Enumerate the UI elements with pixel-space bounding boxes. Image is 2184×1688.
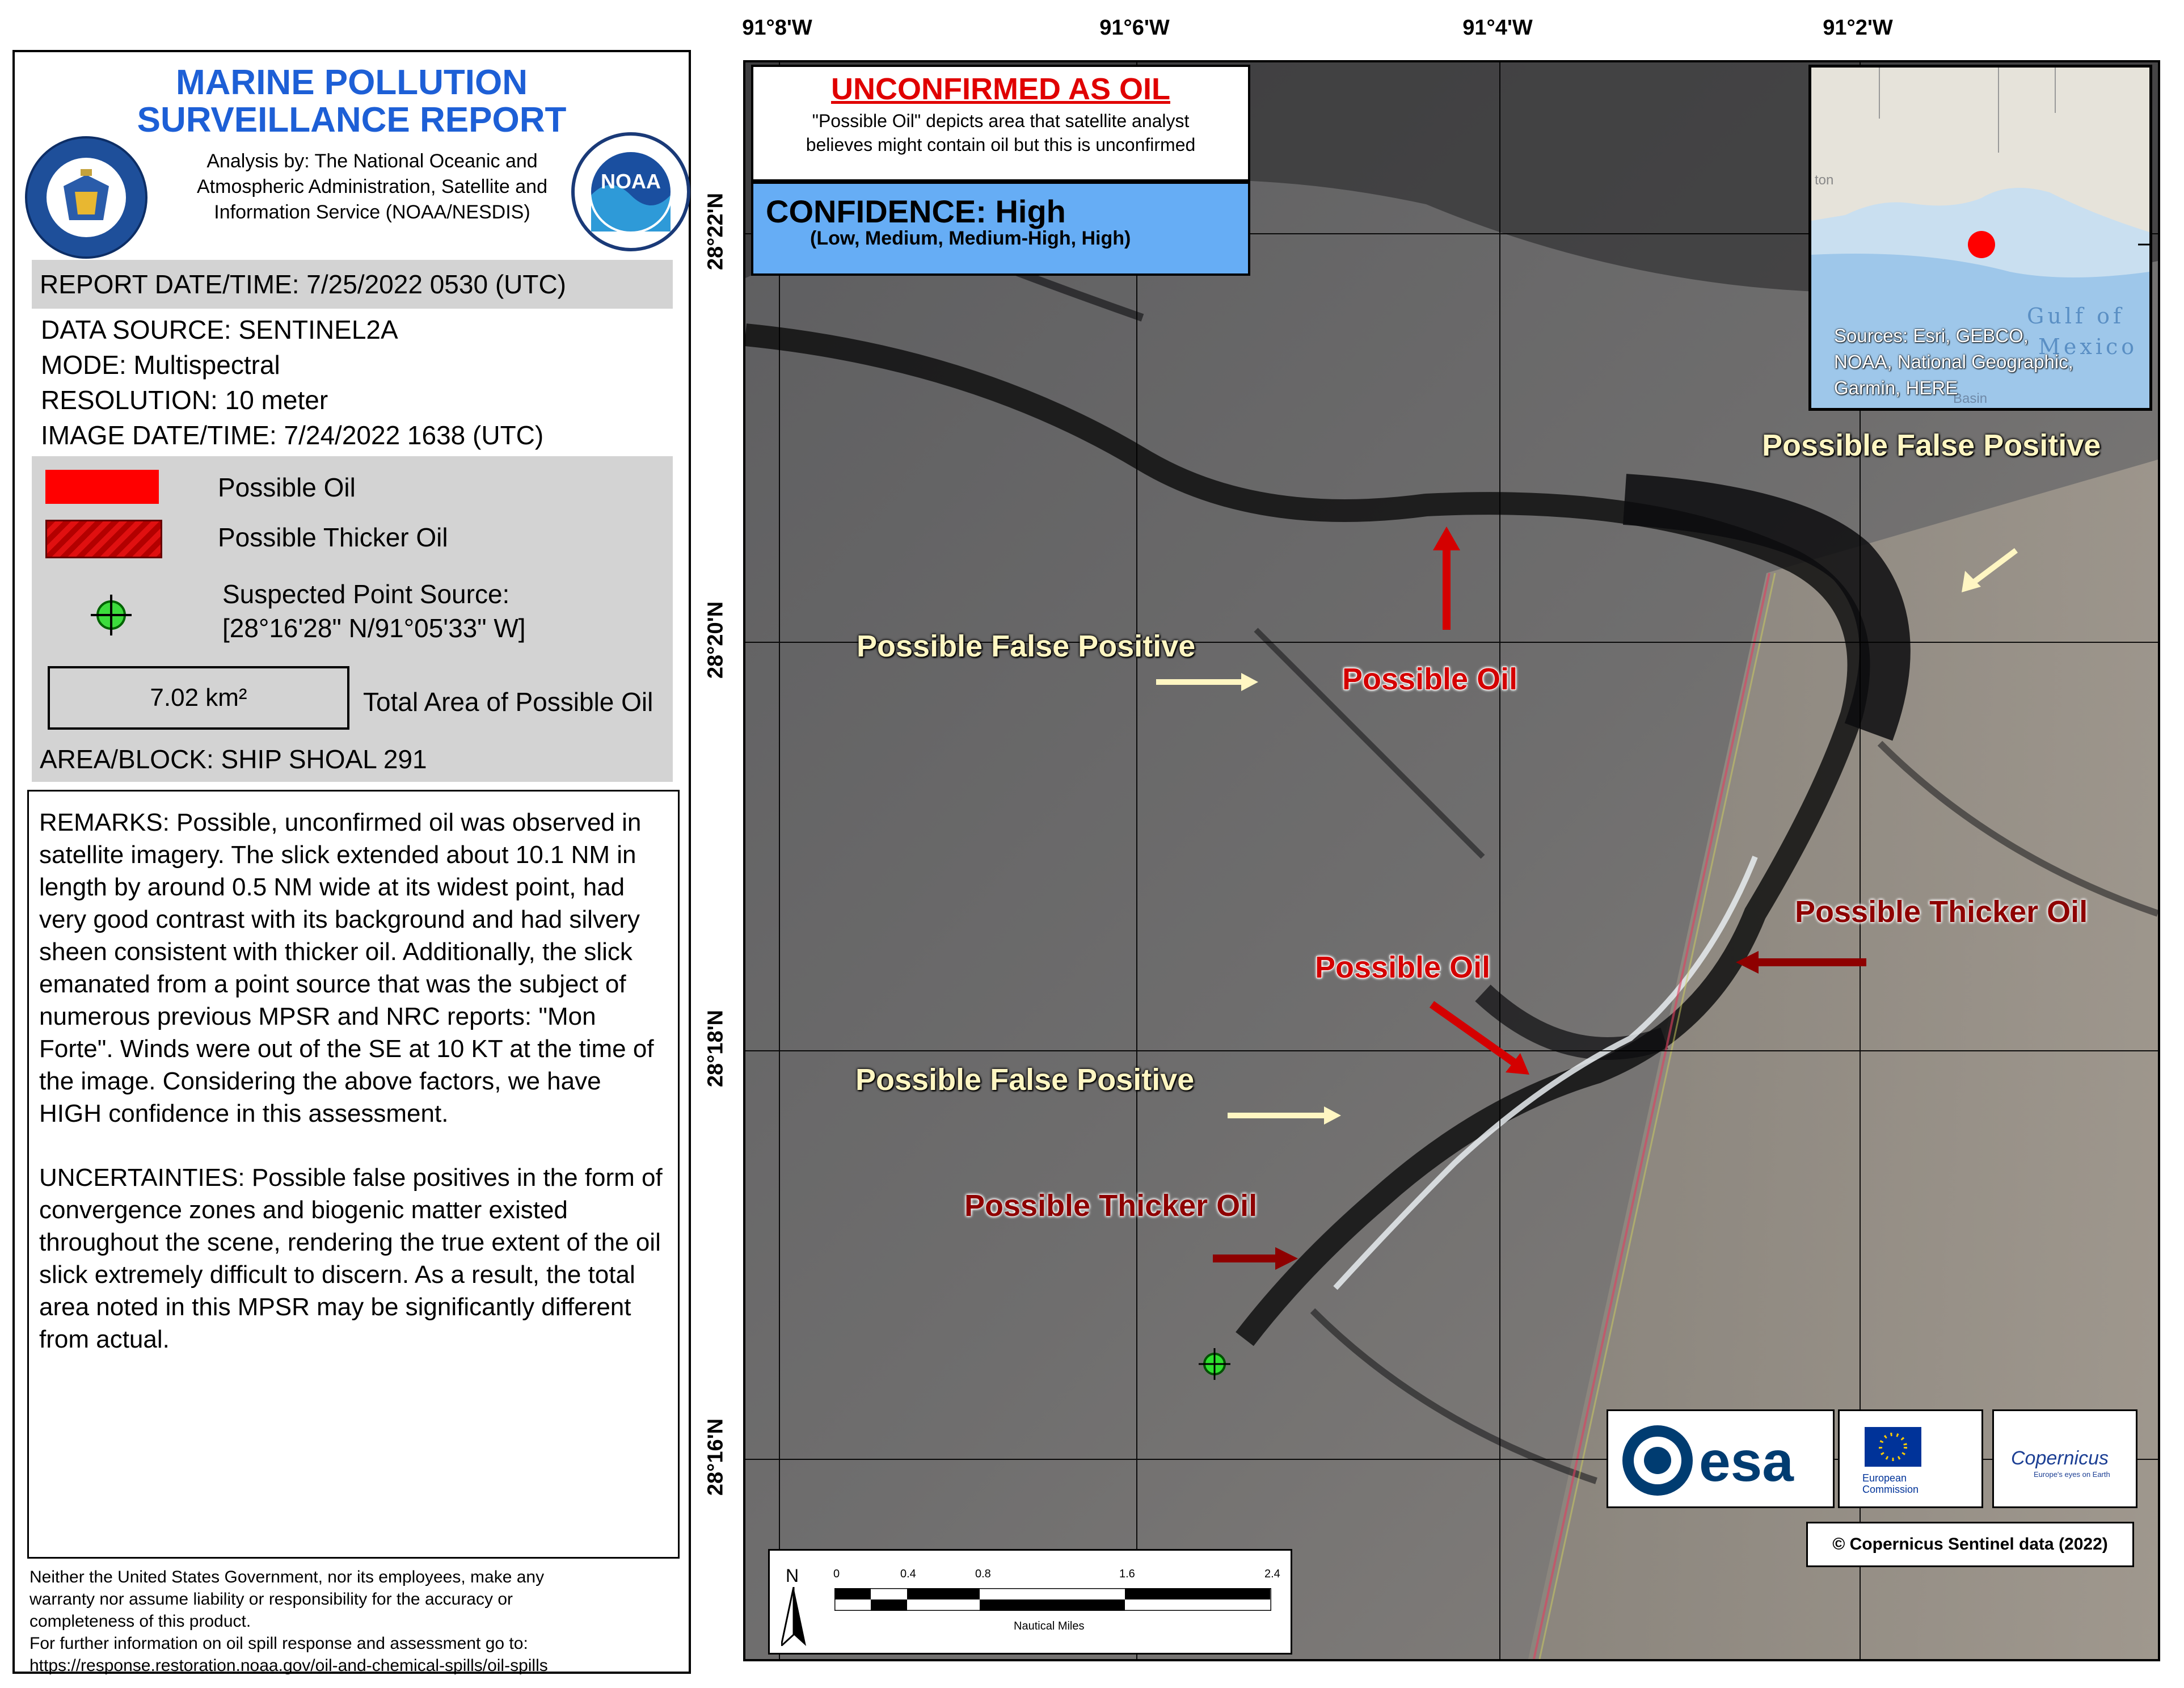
inset-sources-line-1: Sources: Esri, GEBCO,: [1834, 325, 2029, 346]
scale-tick-0: 0: [833, 1568, 840, 1580]
lon-label-4: 91°2'W: [1823, 16, 1893, 40]
disclaimer-line-1: Neither the United States Government, nor its employees, make any: [29, 1568, 545, 1586]
scale-units: Nautical Miles: [1014, 1620, 1085, 1632]
label-false-positive-south: Possible False Positive: [855, 1063, 1195, 1097]
remarks-text: REMARKS: Possible, unconfirmed oil was observed in satellite imagery. The slick extended about 10.1 NM in length by around 0.5 NM wide at its widest point, had very good contrast with its background and had silvery sheen consistent with thicker oil. Additionally, the slick emanated from a point source that was the subject of numerous previous MPSR and NRC reports: "Mon Forte". Winds were out of the SE at 10 KT at the time of the image. Considering the above factors, we have HIGH confidence in this assessment.: [39, 809, 654, 1127]
inset-gulf-line1: Gulf of: [2027, 304, 2125, 329]
analysis-line-3: Information Service (NOAA/NESDIS): [214, 201, 530, 223]
inset-sources: [1834, 323, 2073, 401]
report-title-line1: MARINE POLLUTION: [176, 63, 528, 102]
disclaimer-line-2: warranty nor assume liability or responsibility for the accuracy or: [29, 1590, 513, 1609]
copernicus-text: Copernicus: [2011, 1447, 2109, 1469]
report-panel: [12, 50, 691, 1674]
north-arrow-icon: [781, 1587, 806, 1646]
report-title-line2: SURVEILLANCE REPORT: [137, 100, 567, 140]
area-block: AREA/BLOCK: SHIP SHOAL 291: [32, 736, 673, 782]
total-area-value: 7.02 km²: [48, 666, 349, 730]
scale-tick-3: 1.6: [1119, 1568, 1135, 1580]
uncertainties-text: UNCERTAINTIES: Possible false positives in the form of convergence zones and biogenic matter existed throughout the scene, rendering the true extent of the oil slick extremely difficult to discern. As a result, the total area noted in this MPSR may be significantly different from actual.: [39, 1164, 663, 1353]
legend-possible-thicker-oil: Possible Thicker Oil: [218, 523, 448, 552]
lat-label-1: 28°22'N: [703, 192, 728, 271]
lat-label-2: 28°20'N: [703, 601, 728, 679]
label-thicker-oil-east: Possible Thicker Oil: [1795, 895, 2088, 929]
inset-city-fragment: ton: [1815, 172, 1834, 188]
label-possible-oil-north: Possible Oil: [1342, 662, 1518, 696]
remarks-box: [27, 790, 680, 1559]
european-commission-logo: [1838, 1409, 1983, 1508]
scale-bar: [768, 1549, 1292, 1655]
disclaimer-line-5[interactable]: https://response.restoration.noaa.gov/oil-and-chemical-spills/oil-spills: [29, 1656, 548, 1675]
point-source-marker-icon: [88, 592, 134, 638]
possible-oil-swatch: [45, 470, 159, 504]
lat-label-4: 28°16'N: [703, 1418, 728, 1496]
legend-box: [32, 456, 673, 780]
inset-basin-fragment: Basin: [1953, 391, 1988, 406]
report-datetime: REPORT DATE/TIME: 7/25/2022 0530 (UTC): [32, 260, 673, 309]
lon-label-1: 91°8'W: [742, 16, 812, 40]
inset-sources-line-2: NOAA, National Geographic,: [1834, 351, 2073, 372]
unconfirmed-line-1: "Possible Oil" depicts area that satellite analyst: [812, 111, 1190, 131]
point-source-label: Suspected Point Source:: [222, 579, 510, 609]
scale-tick-2: 0.8: [975, 1568, 991, 1580]
unconfirmed-line-2: believes might contain oil but this is unconfirmed: [806, 134, 1196, 155]
scale-tick-1: 0.4: [900, 1568, 916, 1580]
disclaimer-line-3: completeness of this product.: [29, 1612, 251, 1631]
scale-tick-4: 2.4: [1264, 1568, 1280, 1580]
scale-bar-graphic: [834, 1588, 1271, 1611]
lat-label-3: 28°18'N: [703, 1009, 728, 1088]
resolution: RESOLUTION: 10 meter: [41, 385, 328, 415]
disclaimer: [29, 1566, 688, 1677]
legend-possible-oil: Possible Oil: [218, 473, 356, 502]
image-datetime: IMAGE DATE/TIME: 7/24/2022 1638 (UTC): [41, 420, 544, 450]
confidence-level: CONFIDENCE: High: [766, 193, 1066, 229]
lon-label-2: 91°6'W: [1099, 16, 1170, 40]
label-false-positive-east: Possible False Positive: [1762, 428, 2101, 462]
disclaimer-line-4: For further information on oil spill response and assessment go to:: [29, 1634, 528, 1653]
unconfirmed-title: UNCONFIRMED AS OIL: [831, 72, 1170, 106]
satellite-map[interactable]: [743, 60, 2160, 1661]
department-of-commerce-seal-icon: [24, 135, 149, 260]
inset-location-dot-icon: [1968, 231, 1995, 258]
inset-sources-line-3: Garmin, HERE: [1834, 377, 1958, 398]
label-false-positive-west: Possible False Positive: [857, 629, 1196, 663]
data-source: DATA SOURCE: SENTINEL2A: [41, 315, 398, 344]
copernicus-tagline: Europe's eyes on Earth: [2034, 1470, 2110, 1479]
eu-flag-icon: [1865, 1427, 1921, 1467]
copernicus-logo: [1992, 1409, 2137, 1508]
label-possible-oil-middle: Possible Oil: [1315, 950, 1491, 984]
copyright-notice: © Copernicus Sentinel data (2022): [1806, 1522, 2134, 1567]
lon-label-3: 91°4'W: [1462, 16, 1533, 40]
svg-text:NOAA: NOAA: [601, 170, 661, 193]
confidence-box: [751, 182, 1250, 276]
mode: MODE: Multispectral: [41, 350, 280, 380]
esa-text: esa: [1699, 1430, 1794, 1493]
total-area-label: Total Area of Possible Oil: [363, 687, 653, 717]
inset-gulf-line2: Mexico: [2038, 334, 2138, 359]
eu-text-line-2: Commission: [1862, 1484, 1919, 1495]
point-source-coords: [28°16'28" N/91°05'33" W]: [222, 613, 526, 643]
unconfirmed-box: [751, 65, 1250, 182]
inset-locator-map[interactable]: [1808, 65, 2152, 411]
north-arrow-label: N: [786, 1565, 799, 1586]
analysis-line-2: Atmospheric Administration, Satellite and: [197, 176, 547, 197]
label-thicker-oil-south: Possible Thicker Oil: [964, 1189, 1258, 1223]
esa-logo: [1607, 1409, 1835, 1508]
possible-thicker-oil-swatch: [45, 520, 162, 558]
eu-text-line-1: European: [1862, 1472, 1907, 1484]
esa-emblem-icon: [1620, 1422, 1696, 1498]
noaa-logo-icon: [571, 132, 691, 252]
confidence-scale: (Low, Medium, Medium-High, High): [810, 228, 1131, 249]
analysis-line-1: Analysis by: The National Oceanic and: [206, 150, 538, 172]
